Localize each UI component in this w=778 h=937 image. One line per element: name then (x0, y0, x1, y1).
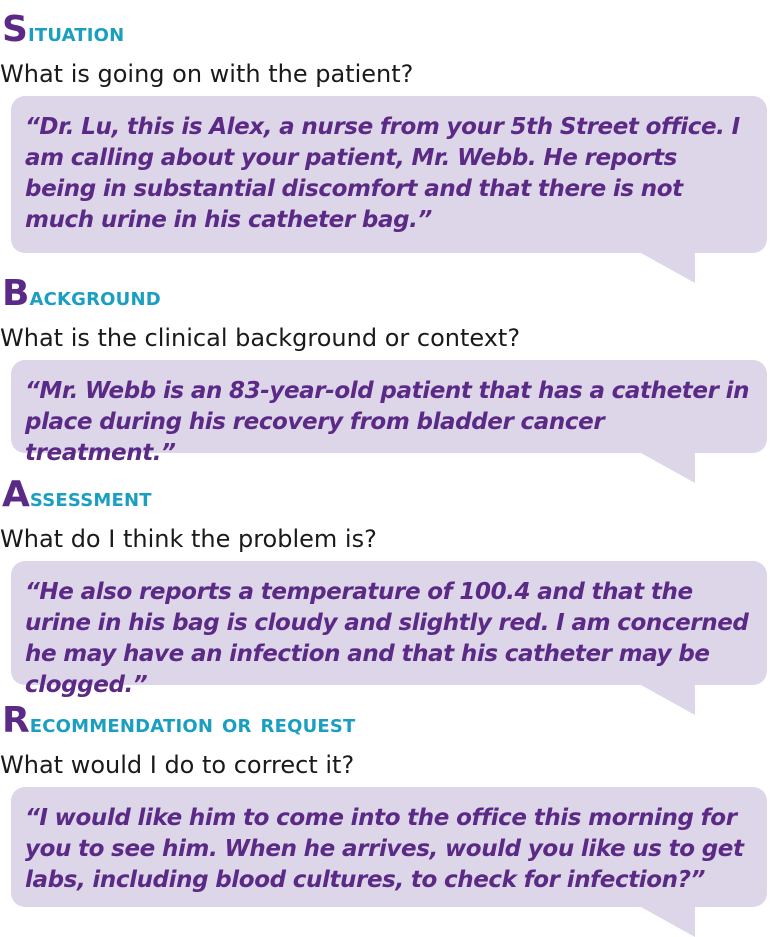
speech-bubble (11, 360, 767, 466)
section-question: What would I do to correct it? (0, 751, 355, 779)
quote-text: “Mr. Webb is an 83-year-old patient that has a catheter in place during his recovery from bladder cancer treatment.” (25, 378, 750, 466)
section-heading-assessment (2, 474, 152, 515)
heading-rest: ecommendation or request (29, 709, 356, 738)
section-question: What is the clinical background or context? (0, 324, 521, 352)
heading-initial: B (2, 273, 30, 314)
quote-text: “I would like him to come into the office this morning for you to see him. When he arrives, would you like us to get labs, including blood cultures, to check for infection?” (25, 805, 744, 893)
heading-initial: R (2, 700, 30, 741)
speech-bubble (11, 96, 767, 253)
speech-bubble (11, 561, 767, 698)
section-heading-situation (2, 9, 125, 50)
heading-initial: A (2, 474, 30, 515)
section-heading-background (2, 273, 161, 314)
heading-rest: ssessment (29, 483, 152, 512)
section-question: What do I think the problem is? (0, 525, 377, 553)
section-heading-recommendation (2, 700, 356, 741)
quote-text: “He also reports a temperature of 100.4 and that the urine in his bag is cloudy and slightly red. I am concerned he may have an infection and that his catheter may be clogged.” (25, 579, 749, 698)
heading-rest: ackground (29, 282, 161, 311)
heading-rest: ituation (27, 18, 125, 47)
speech-bubble (11, 787, 767, 907)
section-question: What is going on with the patient? (0, 60, 414, 88)
quote-text: “Dr. Lu, this is Alex, a nurse from your 5th Street office. I am calling about your patient, Mr. Webb. He reports being in substantial discomfort and that there is not much urine in his catheter bag.” (25, 114, 740, 233)
heading-initial: S (2, 9, 28, 50)
